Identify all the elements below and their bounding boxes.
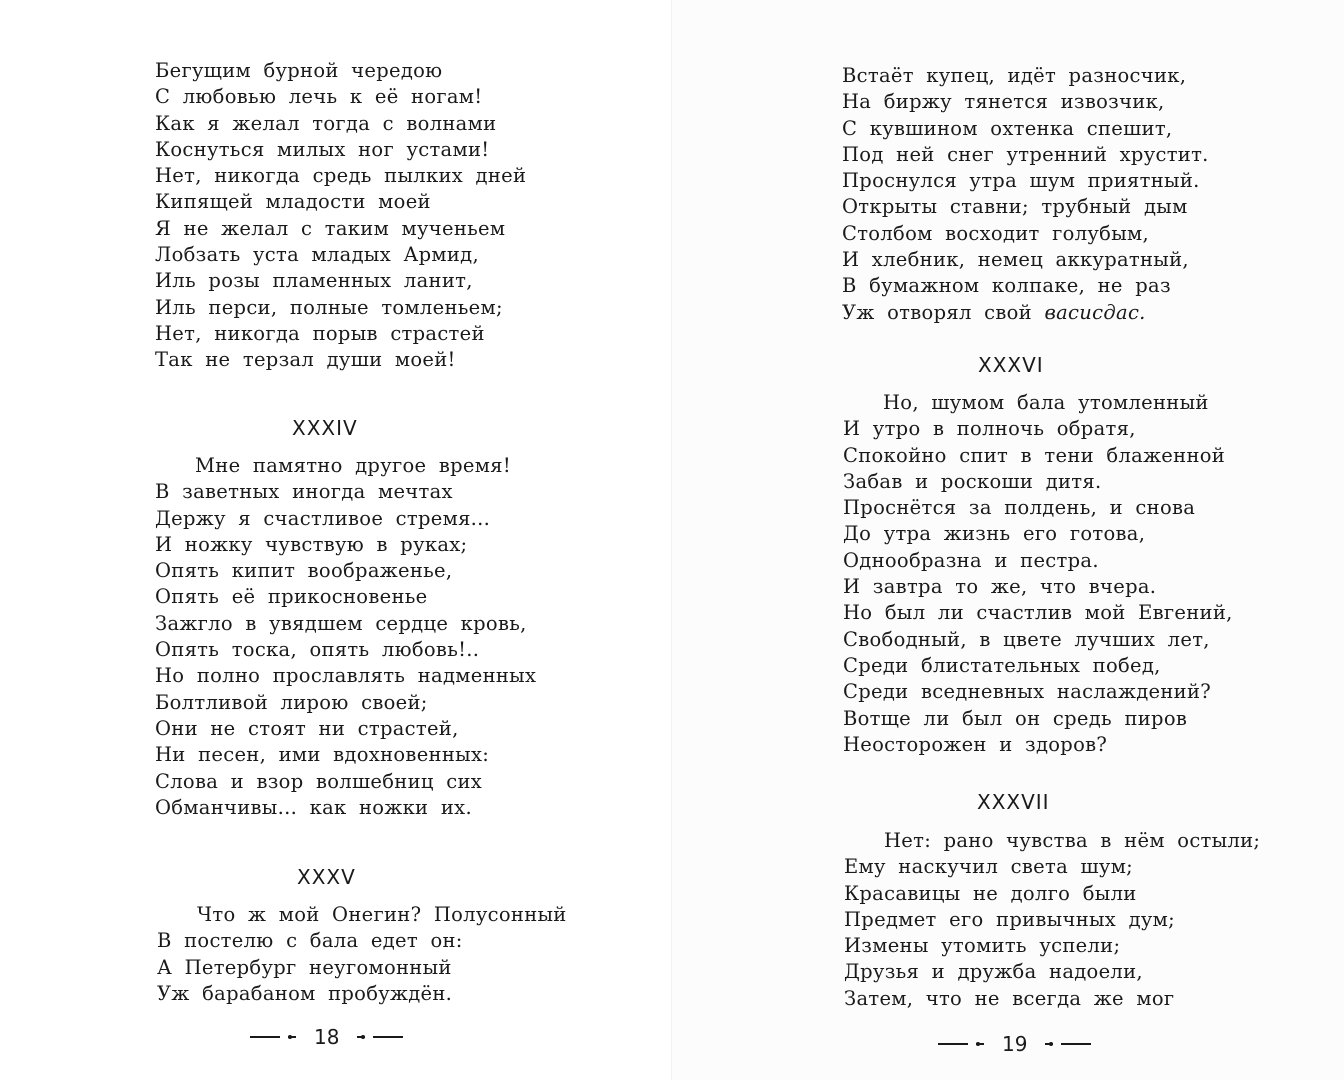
stanza-heading-xxxv: XXXV (297, 865, 356, 889)
verse-line: Обманчивы... как ножки их. (155, 795, 472, 819)
verse-line: А Петербург неугомонный (157, 955, 452, 979)
verse-line: Вотще ли был он средь пиров (843, 706, 1188, 730)
verse-line: Я не желал с таким мученьем (155, 216, 506, 240)
verse-line: С любовью лечь к её ногам! (155, 85, 483, 109)
verse-line: Уж барабаном пробуждён. (157, 981, 453, 1005)
verse-line: Болтливой лирою своей; (155, 690, 428, 714)
verse-line (842, 300, 1209, 326)
verse-line: Бегущим бурной чередою (155, 59, 443, 82)
verse-line: Открыты ставни; трубный дым (842, 195, 1188, 219)
verse-line: И хлебник, немец аккуратный, (842, 248, 1189, 272)
verse-line: В постелю с бала едет он: (157, 929, 463, 953)
verse-line: Среди вседневных наслаждений? (843, 680, 1212, 704)
stanza-heading-xxxiv: XXXIV (292, 416, 358, 440)
verse-line: Слова и взор волшебниц сих (155, 769, 483, 793)
verse-line: Измены утомить успели; (844, 934, 1121, 958)
verse-line: Иль перси, полные томленьем; (155, 295, 503, 319)
verse-line: Нет: рано чувства в нём остыли; (884, 829, 1261, 852)
verse-line: На биржу тянется извозчик, (842, 90, 1165, 114)
verse-line: Однообразна и пестра. (843, 548, 1099, 572)
page-number: 18 (314, 1025, 340, 1049)
verse-line: С кувшином охтенка спешит, (842, 116, 1173, 140)
verse-line: Зажгло в увядшем сердце кровь, (155, 611, 527, 635)
verse-line: Забав и роскоши дитя. (843, 469, 1102, 493)
ornament-rule (373, 1036, 403, 1038)
ornament-dot (1045, 1043, 1053, 1045)
verse-line: Проснётся за полдень, и снова (843, 496, 1196, 520)
verse-line: Мне памятно другое время! (195, 454, 511, 477)
verse-line: И завтра то же, что вчера. (843, 575, 1157, 599)
stanza-xxxv (157, 902, 567, 1007)
continuation-verse-right (842, 63, 1209, 326)
verse-line: Держу я счастливое стремя... (155, 506, 491, 530)
verse-line: Нет, никогда порыв страстей (155, 321, 485, 345)
verse-line: Опять кипит воображенье, (155, 559, 453, 583)
right-page (672, 0, 1344, 1080)
verse-line: Среди блистательных побед, (843, 653, 1161, 677)
verse-line: Предмет его привычных дум; (844, 907, 1176, 931)
verse-line: Красавицы не долго были (844, 881, 1137, 905)
ornament-dot (357, 1036, 365, 1038)
verse-line: Столбом восходит голубым, (842, 221, 1149, 245)
verse-line: В бумажном колпаке, не раз (842, 274, 1171, 298)
stanza-xxxvi (843, 390, 1233, 758)
page-number: 19 (1002, 1032, 1028, 1056)
verse-line: Встаёт купец, идёт разносчик, (842, 64, 1187, 87)
stanza-heading-xxxvii: XXXVII (977, 790, 1050, 814)
stanza-xxxvii (844, 828, 1260, 1012)
italic-word: васисдас. (1044, 300, 1146, 324)
verse-line: Ему наскучил света шум; (844, 855, 1134, 879)
verse-line: Как я желал тогда с волнами (155, 111, 497, 135)
stanza-xxxiv (155, 453, 536, 821)
verse-line: Но, шумом бала утомленный (883, 391, 1209, 414)
page-number-footer (250, 1025, 403, 1049)
verse-line: Проснулся утра шум приятный. (842, 169, 1200, 193)
verse-line: Кипящей младости моей (155, 190, 431, 214)
verse-line: Свободный, в цвете лучших лет, (843, 627, 1210, 651)
verse-line-text: Уж отворял свой (842, 300, 1045, 324)
verse-line: И утро в полночь обратя, (843, 417, 1136, 441)
verse-line: Друзья и дружба надоели, (844, 960, 1143, 984)
verse-line: Неосторожен и здоров? (843, 732, 1108, 756)
verse-line: Лобзать уста младых Армид, (155, 243, 479, 267)
ornament-rule (250, 1036, 280, 1038)
verse-line: Иль розы пламенных ланит, (155, 269, 473, 293)
continuation-verse-left (155, 58, 526, 374)
verse-line: Так не терзал души моей! (155, 348, 456, 372)
verse-line: Нет, никогда средь пылких дней (155, 164, 527, 188)
ornament-dot (288, 1036, 296, 1038)
verse-line: Что ж мой Онегин? Полусонный (197, 903, 567, 926)
verse-line: Под ней снег утренний хрустит. (842, 142, 1209, 166)
ornament-dot (976, 1043, 984, 1045)
verse-line: До утра жизнь его готова, (843, 522, 1146, 546)
verse-line: Спокойно спит в тени блаженной (843, 443, 1226, 467)
verse-line: Но был ли счастлив мой Евгений, (843, 601, 1233, 625)
ornament-rule (1061, 1043, 1091, 1045)
page-number-footer (938, 1032, 1091, 1056)
ornament-rule (938, 1043, 968, 1045)
verse-line: Но полно прославлять надменных (155, 664, 537, 688)
verse-line: Коснуться милых ног устами! (155, 137, 490, 161)
verse-line: Затем, что не всегда же мог (844, 986, 1175, 1010)
verse-line: В заветных иногда мечтах (155, 480, 453, 504)
verse-line: И ножку чувствую в руках; (155, 532, 468, 556)
verse-line: Ни песен, ими вдохновенных: (155, 743, 490, 767)
verse-line: Опять тоска, опять любовь!.. (155, 638, 480, 662)
verse-line: Опять её прикосновенье (155, 585, 428, 609)
verse-line: Они не стоят ни страстей, (155, 716, 459, 740)
stanza-heading-xxxvi: XXXVI (978, 353, 1044, 377)
